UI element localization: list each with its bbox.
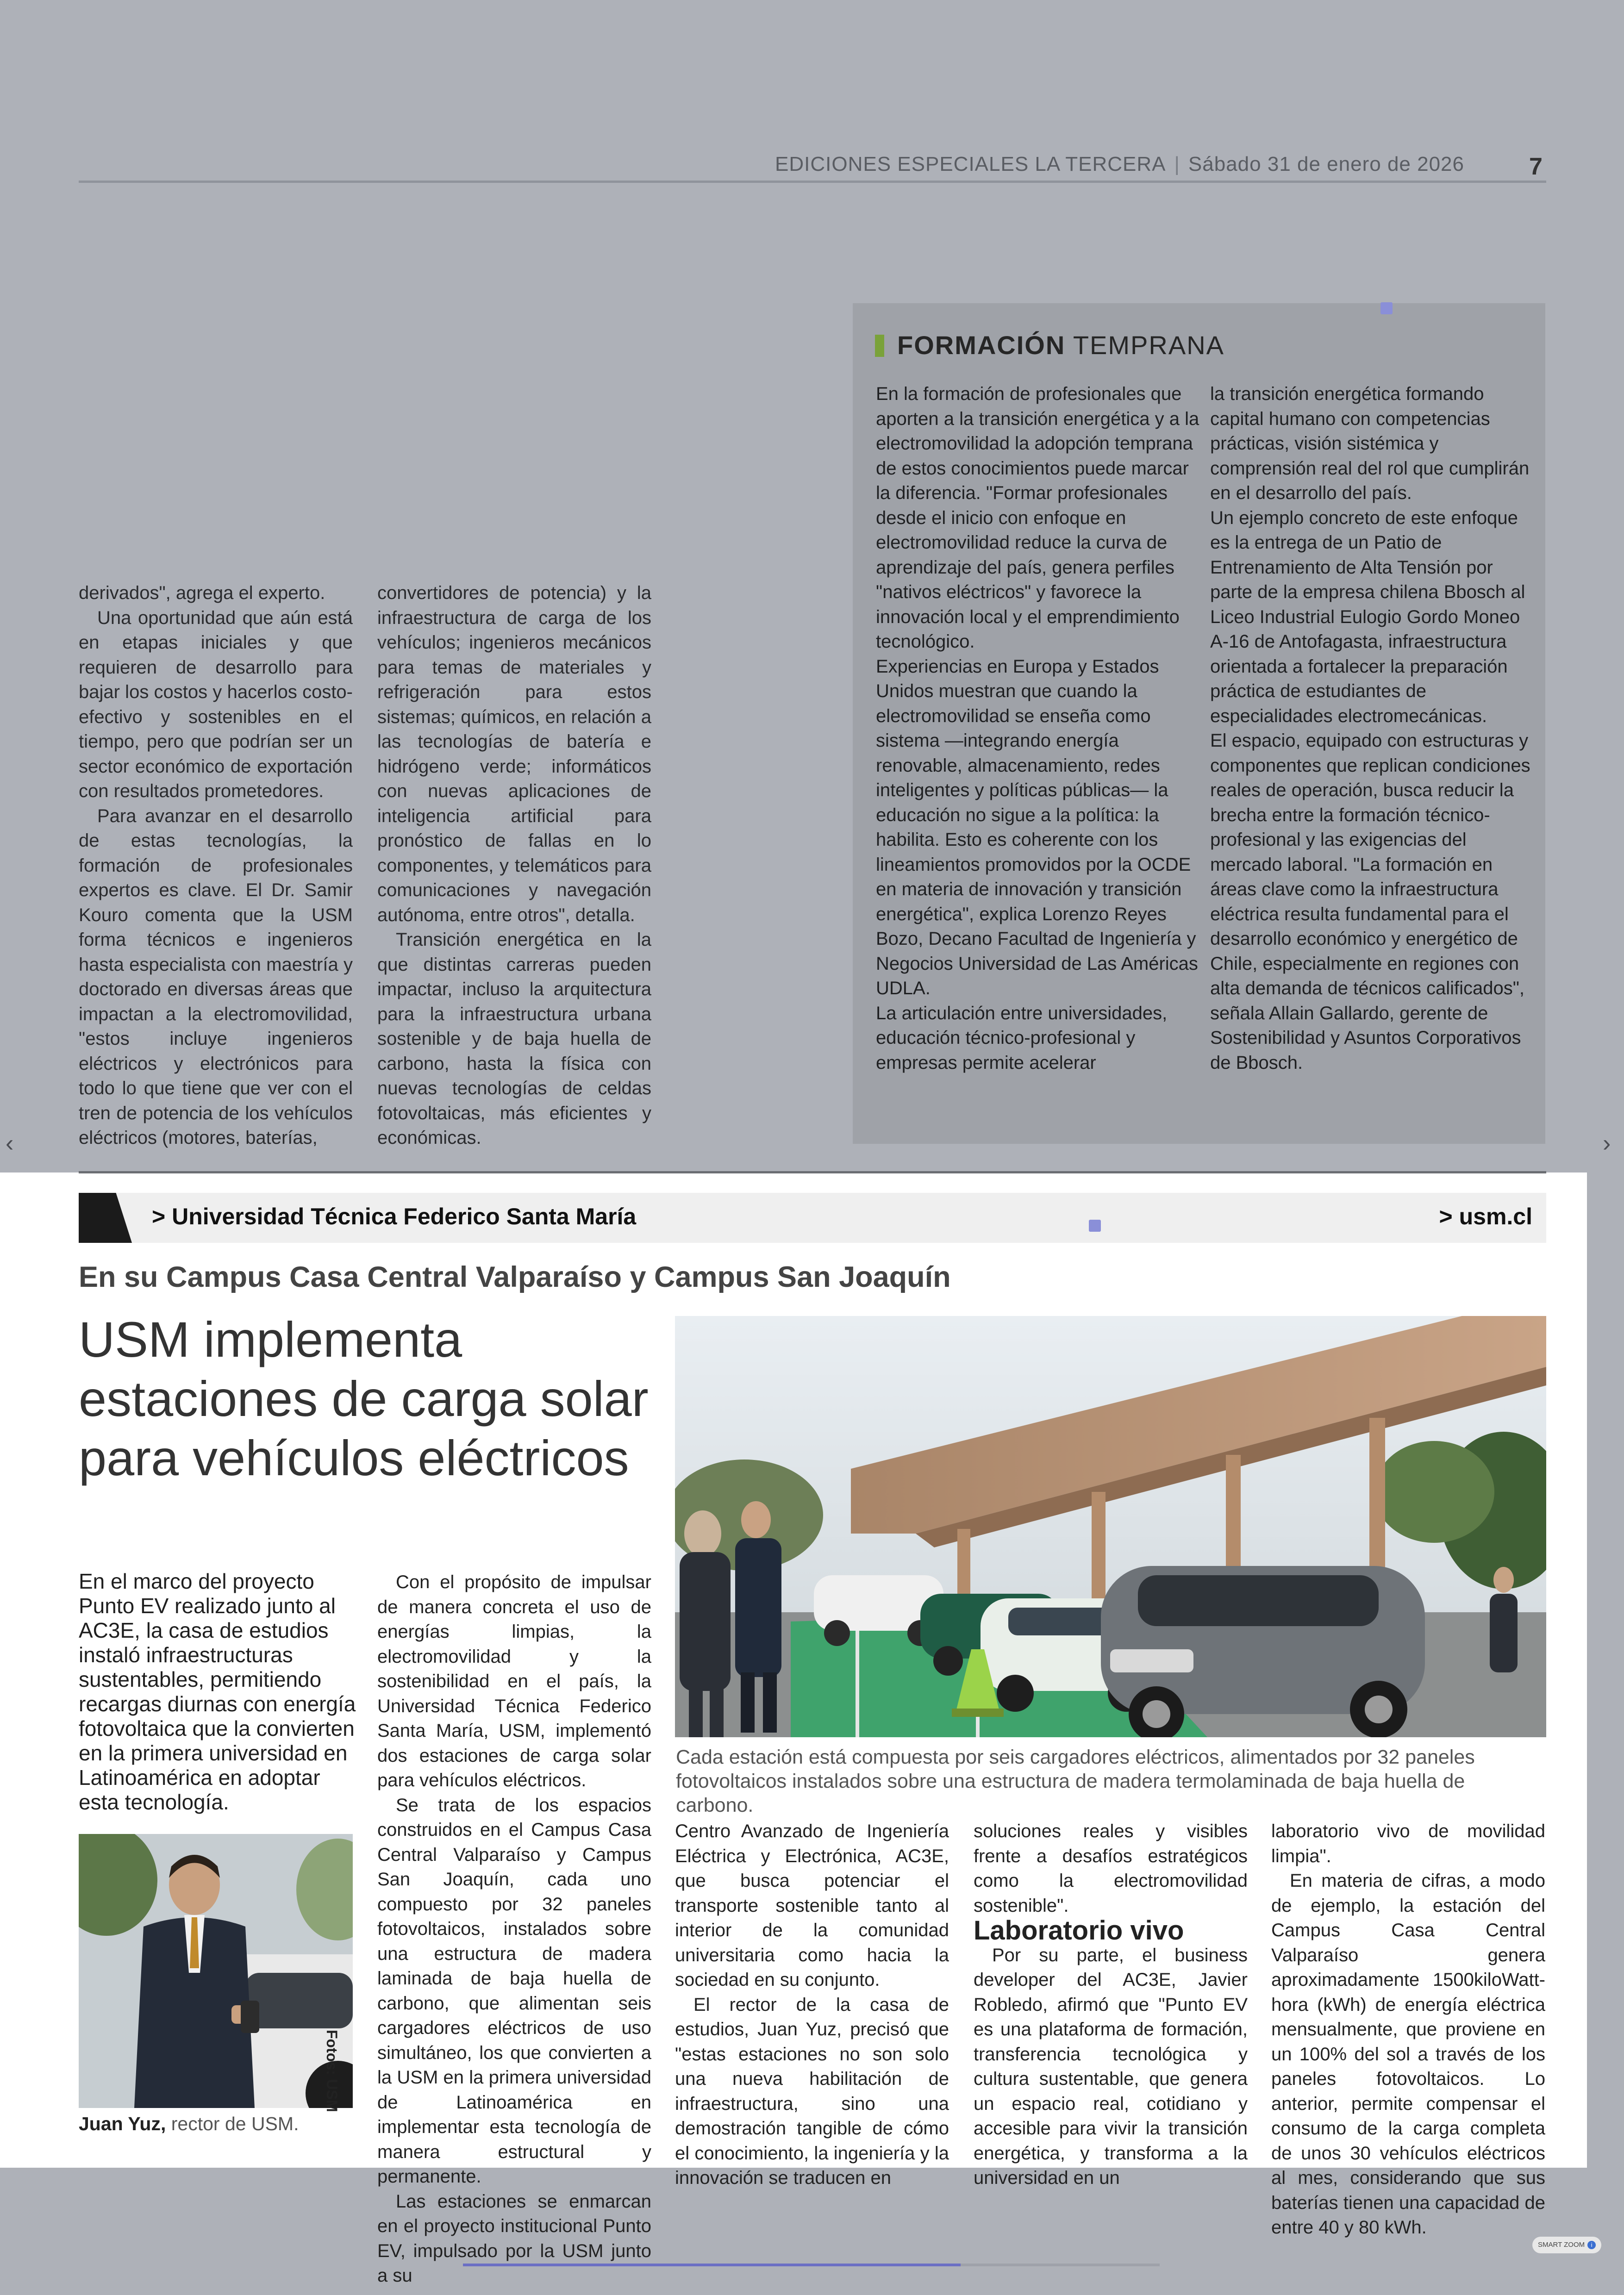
solar-carport-photo (675, 1316, 1546, 1737)
paragraph: Para avanzar en el desarrollo de estas tecnologías, la formación de profesionales expertos es clave. El Dr. Samir Kouro comenta que la USM forma técnicos e ingenieros hasta especialista con maestría y doctorado en diversas áreas que impactan a la electromovilidad, "estos incluye ingenieros eléctricos y electrónicos para todo lo que tiene que ver con el tren de potencia de los vehículos eléctricos (motores, baterías, (79, 805, 353, 1148)
rector-portrait-photo (79, 1834, 353, 2108)
institution-website: > usm.cl (1439, 1204, 1532, 1229)
header-separator: | (1174, 153, 1180, 175)
paragraph: Un ejemplo concreto de este enfoque es la entrega de un Patio de Entrenamiento de Alta Tensión por parte de la empresa chilena Bbosch al Liceo Industrial Eulogio Gordo Moneo A-16 de Antofagasta, infraestructura orientada a fortalecer la preparación práctica de estudiantes de especialidades electromecánicas. (1210, 507, 1525, 726)
page-number: 7 (1529, 153, 1543, 180)
photo-caption: Cada estación está compuesta por seis cargadores eléctricos, alimentados por 32 paneles fotovoltaicos instalados sobre una estructura de madera termolaminada de baja huella de carbono. (676, 1746, 1475, 1816)
banner-black-wedge-icon (79, 1193, 132, 1243)
paragraph: la transición energética formando capital humano con competencias prácticas, visión sistémica y comprensión real del rol que cumplirán en el desarrollo del país. (1210, 384, 1530, 503)
article-column-3 (675, 1819, 949, 2191)
reading-progress-fill (463, 2264, 961, 2266)
sidebar-column-left (876, 382, 1200, 1075)
paragraph: laboratorio vivo de movilidad limpia". (1271, 1821, 1545, 1866)
sidebar-accent-bar (875, 335, 884, 357)
institution-name: > Universidad Técnica Federico Santa María (152, 1204, 637, 1229)
next-page-arrow-icon[interactable]: › (1603, 1130, 1611, 1157)
person-role: rector de USM. (171, 2113, 299, 2134)
article-kicker: En su Campus Casa Central Valparaíso y Campus San Joaquín (79, 1261, 951, 1293)
upper-article-column-2 (377, 581, 651, 1151)
paragraph: Las estaciones se enmarcan en el proyecto institucional Punto EV, impulsado por la USM junto a su (377, 2191, 651, 2286)
paragraph: convertidores de potencia) y la infraestructura de carga de los vehículos; ingenieros mecánicos para temas de materiales y refrigeración para estos sistemas; químicos, en relación a las tecnologías de batería e hidrógeno verde; informáticos con nuevas aplicaciones de inteligencia artificial para pronóstico de fallas en lo componentes, y telemáticos para comunicaciones y navegación autónoma, entre otros", detalla. (377, 583, 651, 925)
sidebar-column-right (1210, 382, 1534, 1075)
article-headline: USM implementa estaciones de carga solar para vehículos eléctricos (79, 1311, 649, 1486)
portrait-caption (79, 2113, 299, 2135)
paragraph: Una oportunidad que aún está en etapas iniciales y que requieren de desarrollo para bajar los costos y hacerlos costo-efectivo y sostenibles en el tiempo, pero que podrían ser un sector económico de exportación con resultados prometedores. (79, 607, 353, 801)
article-lead: En el marco del proyecto Punto EV realizado junto al AC3E, la casa de estudios instaló infraestructuras sustentables, permitiendo recargas diurnas con energía fotovoltaica que la convierten en la primera universidad en Latinoamérica en adoptar esta tecnología. (79, 1569, 356, 1814)
upper-article-column-1 (79, 581, 353, 1151)
previous-page-arrow-icon[interactable]: ‹ (6, 1130, 14, 1157)
sidebar-title (875, 330, 1224, 360)
paragraph: soluciones reales y visibles frente a desafíos estratégicos como la electromovilidad sostenible". (974, 1821, 1248, 1916)
paragraph: Experiencias en Europa y Estados Unidos muestran que cuando la electromovilidad se enseña como sistema —integrando energía renovable, almacenamiento, redes inteligentes y políticas públicas— la educación no sigue a la política: la habilita. Esto es coherente con los lineamientos promovidos por la OCDE en materia de innovación y transición energética", explica Lorenzo Reyes Bozo, Decano Facultad de Ingeniería y Negocios Universidad de Las Américas UDLA. (876, 656, 1198, 998)
article-column-2 (377, 1570, 651, 2289)
sidebar-title-bold: FORMACIÓN (897, 331, 1066, 360)
info-icon[interactable]: i (1587, 2241, 1596, 2249)
photo-credit: Fotos: USM (324, 2030, 340, 2112)
person-name: Juan Yuz, (79, 2113, 166, 2134)
paragraph: El espacio, equipado con estructuras y componentes que replican condiciones reales de operación, busca reducir la brecha entre la formación técnico-profesional y las exigencias del mercado laboral. "La formación en áreas clave como la infraestructura eléctrica resulta fundamental para el desarrollo económico y energético de Chile, especialmente en regiones con alta demanda de técnicos calificados", señala Allain Gallardo, gerente de Sostenibilidad y Asuntos Corporativos de Bbosch. (1210, 730, 1530, 1073)
smart-zoom-badge[interactable] (1532, 2237, 1601, 2253)
paragraph: Por su parte, el business developer del AC3E, Javier Robledo, afirmó que "Punto EV es una plataforma de formación, transferencia tecnológica y cultura sustentable, que genera un espacio real, cotidiano y accesible para vivir la transición energética, y transforma a la universidad en un (974, 1945, 1248, 2188)
paragraph: Se trata de los espacios construidos en el Campus Casa Central Valparaíso y Campus San Joaquín, cada uno compuesto por 32 paneles fotovoltaicos, instalados sobre una estructura de madera laminada de baja huella de carbono, que alimentan seis cargadores eléctricos de uso simultáneo, los que convierten a la USM en la primera universidad de Latinoamérica en implementar esta tecnología de manera estructural y permanente. (377, 1795, 651, 2187)
article-subheading: Laboratorio vivo (974, 1915, 1184, 1946)
paragraph: Con el propósito de impulsar de manera concreta el uso de energías limpias, la electromovilidad y la sostenibilidad en el país, la Universidad Técnica Federico Santa María, USM, implementó dos estaciones de carga solar para vehículos eléctricos. (377, 1572, 651, 1790)
section-divider (79, 1171, 1546, 1173)
article-column-5 (1271, 1819, 1545, 2240)
paragraph: Transición energética en la que distintas carreras pueden impactar, incluso la arquitectura para la infraestructura urbana sostenible y de baja huella de carbono, hasta la física con nuevas tecnologías de celdas fotovoltaicas, más eficientes y económicas. (377, 929, 651, 1148)
paragraph: En la formación de profesionales que aporten a la transición energética y a la electromovilidad la adopción temprana de estos conocimientos puede marcar la diferencia. "Formar profesionales desde el inicio con enfoque en electromovilidad reduce la curva de aprendizaje del país, genera perfiles "nativos eléctricos" y favorece la innovación local y el emprendimiento tecnológico. (876, 384, 1199, 652)
selection-handle[interactable] (1380, 302, 1393, 314)
publication-date: Sábado 31 de enero de 2026 (1188, 153, 1464, 175)
selection-handle[interactable] (1089, 1220, 1101, 1232)
header-rule (79, 181, 1546, 183)
smart-zoom-label: SMART ZOOM (1538, 2241, 1585, 2249)
paragraph: El rector de la casa de estudios, Juan Yuz, precisó que "estas estaciones no son solo una nueva habilitación de infraestructura, sino una demostración tangible de cómo el conocimiento, la ingeniería y la innovación se traducen en (675, 1994, 949, 2188)
institution-banner (79, 1193, 1546, 1243)
sidebar-title-rest: TEMPRANA (1073, 331, 1224, 360)
sidebar-box-formacion-temprana (853, 303, 1545, 1144)
paragraph: En materia de cifras, a modo de ejemplo, la estación del Campus Casa Central Valparaíso genera aproximadamente 1500kiloWatt-hora (kWh) de energía eléctrica mensualmente, que proviene en un 100% del sol a través de los paneles fotovoltaicos. Lo anterior, permite compensar el consumo de la carga completa de unos 30 vehículos eléctricos al mes, considerando que sus baterías tienen una capacidad de entre 40 y 80 kWh. (1271, 1871, 1545, 2238)
paragraph: La articulación entre universidades, educación técnico-profesional y empresas permite acelerar (876, 1003, 1168, 1073)
paragraph: Centro Avanzado de Ingeniería Eléctrica y Electrónica, AC3E, que busca potenciar el transporte sostenible tanto al interior de la comunidad universitaria como hacia la sociedad en su conjunto. (675, 1821, 949, 1990)
paragraph: derivados", agrega el experto. (79, 583, 325, 603)
publication-name: EDICIONES ESPECIALES LA TERCERA (775, 153, 1166, 175)
article-column-4 (974, 1819, 1248, 2191)
publication-header (775, 153, 1464, 176)
